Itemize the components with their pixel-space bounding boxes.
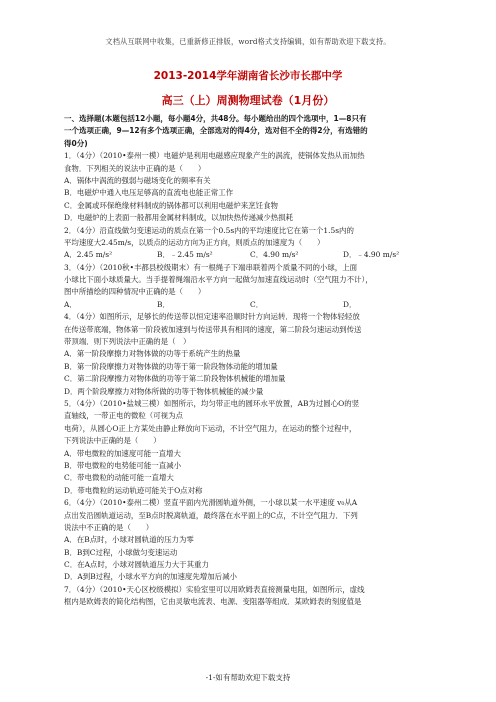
section-heading-line: 一、选择题(本题包括12小题，每小题4分，共48分。每小题给出的四个选项中，1—8只有 xyxy=(64,114,367,123)
question-text: 2．（4分）沿直线做匀变速运动的质点在第一个0.5s内的平均速度比它在第一个1.5s内的 xyxy=(64,225,354,235)
question-text: 在传送带底端，物体第一阶段被加速到与传送带具有相同的速度，第二阶段匀速运动到传送 xyxy=(64,324,362,334)
option-d: D．电磁炉的上表面一般都用金属材料制成，以加快热传递减少热损耗 xyxy=(64,213,294,223)
option-a: A．带电微粒的加速度可能一直增大 xyxy=(64,448,181,458)
question-text: 点出发沿圆轨道运动，至B点时脱离轨道，最终落在水平面上的C点，不计空气阻力．下列 xyxy=(64,510,358,520)
option-c: C．在A点时，小球对圆轨道压力大于其重力 xyxy=(64,560,209,570)
option-a: A．锅体中涡流的强弱与磁场变化的频率有关 xyxy=(64,175,211,185)
option-b: B．﹣2.45 m/s² xyxy=(157,250,213,260)
question-3 xyxy=(64,262,436,312)
exam-title-test: 高三（上）周测物理试卷（1月份） xyxy=(161,94,335,107)
question-text: 平均速度大2.45m/s，以质点的运动方向为正方向，则质点的加速度为（ ） xyxy=(64,237,325,247)
header-note: 文档从互联网中收集，已重新修正排版，word格式支持编辑，如有帮助欢迎下载支持。 xyxy=(105,37,391,46)
question-text: 食物．下列相关的说法中正确的是（ ） xyxy=(64,163,206,173)
option-c: C．4.90 m/s² xyxy=(250,250,299,260)
option-d: D．带电微粒的运动轨迹可能关于O点对称 xyxy=(64,485,203,495)
question-text: 电荷），从圆心O正上方某处由静止释放向下运动，不计空气阻力，在运动的整个过程中， xyxy=(64,423,357,433)
option-d: D． xyxy=(343,299,357,309)
question-5 xyxy=(64,398,436,497)
question-text: 框内是欧姆表的简化结构图，它由灵敏电流表、电源、变阻器等组成．某欧姆表的刻度值是 xyxy=(64,597,362,607)
option-b: B． xyxy=(157,299,170,309)
option-a: A．2.45 m/s² xyxy=(64,250,113,260)
question-text: 说法中不正确的是（ ） xyxy=(64,522,154,532)
exam-title-school: 2013-2014学年湖南省长沙市长郡中学 xyxy=(153,70,343,82)
option-c: C．第二阶段摩擦力对物体做的功等于第二阶段物体机械能的增加量 xyxy=(64,374,286,384)
question-text: 5．（4分）（2010•盐城三模）如图所示，均匀带正电的圆环水平放置，AB为过圆心O的竖 xyxy=(64,398,360,408)
document-body xyxy=(64,113,436,609)
option-c: C． xyxy=(250,299,264,309)
options-row xyxy=(64,249,436,261)
question-text: 直轴线，一带正电的微粒（可视为点 xyxy=(64,411,183,421)
question-7 xyxy=(64,584,436,609)
question-text: 4．（4分）如图所示，足够长的传送带以恒定速率沿顺时针方向运转．现将一个物体轻轻放 xyxy=(64,312,360,322)
question-2 xyxy=(64,225,436,262)
option-b: B．第一阶段摩擦力对物体做的功等于第一阶段物体动能的增加量 xyxy=(64,361,278,371)
question-4 xyxy=(64,311,436,398)
options-row xyxy=(64,299,436,311)
question-text: 7．（4分）（2010•天心区校级模拟）实验室里可以用欧姆表直接测量电阻，如图所示，虚线 xyxy=(64,584,365,594)
question-text: 小球比下面小球质量大。当手提着绳端沿水平方向一起做匀加速直线运动时（空气阻力不计）， xyxy=(64,275,373,285)
question-text: 图中所描绘的四种情况中正确的是（ ） xyxy=(64,287,206,297)
option-b: B．B到C过程，小球做匀变速运动 xyxy=(64,547,178,557)
option-c: C．金属或环保绝缘材料制成的锅体都可以利用电磁炉来烹饪食物 xyxy=(64,200,278,210)
option-b: B．电磁炉中通入电压足够高的直流电也能正常工作 xyxy=(64,188,234,198)
question-text: 3．（4分）（2010秋•丰都县校级期末）有一根绳子下端串联着两个质量不同的小球，上面 xyxy=(64,262,358,272)
section-heading-line: 得0分) xyxy=(64,138,88,148)
option-d: D．﹣4.90 m/s² xyxy=(343,250,400,260)
question-text: 下列说法中正确的是（ ） xyxy=(64,436,161,446)
question-6 xyxy=(64,497,436,584)
option-a: A．在B点时，小球对圆轨道的压力为零 xyxy=(64,535,194,545)
question-1 xyxy=(64,150,436,224)
page-footer: -1-如有帮助欢迎下载支持 xyxy=(205,673,291,682)
section-heading-line: 一个选项正确，9—12有多个选项正确，全部选对的得4分，选对但不全的得2分，有选错的 xyxy=(64,126,368,136)
option-b: B．带电微粒的电势能可能一直减小 xyxy=(64,460,182,470)
question-text: 6．（4分）（2010•泰州二模）竖直平面内光滑圆轨道外侧，一小球以某一水平速度 v₀从A xyxy=(64,498,358,508)
question-text: 1．（4分）（2010•泰州一模）电磁炉是利用电磁感应现象产生的涡流，使锅体发热从而加热 xyxy=(64,151,365,161)
option-a: A．第一阶段摩擦力对物体做的功等于系统产生的热量 xyxy=(64,349,241,359)
question-text: 带顶端．则下列说法中正确的是（ ） xyxy=(64,337,191,347)
option-c: C．带电微粒的动能可能一直增大 xyxy=(64,473,174,483)
option-d: D．两个阶段摩擦力对物体所做的功等于物体机械能的减少量 xyxy=(64,386,264,396)
option-d: D．A到B过程，小球水平方向的加速度先增加后减小 xyxy=(64,572,237,582)
option-a: A． xyxy=(64,299,77,309)
